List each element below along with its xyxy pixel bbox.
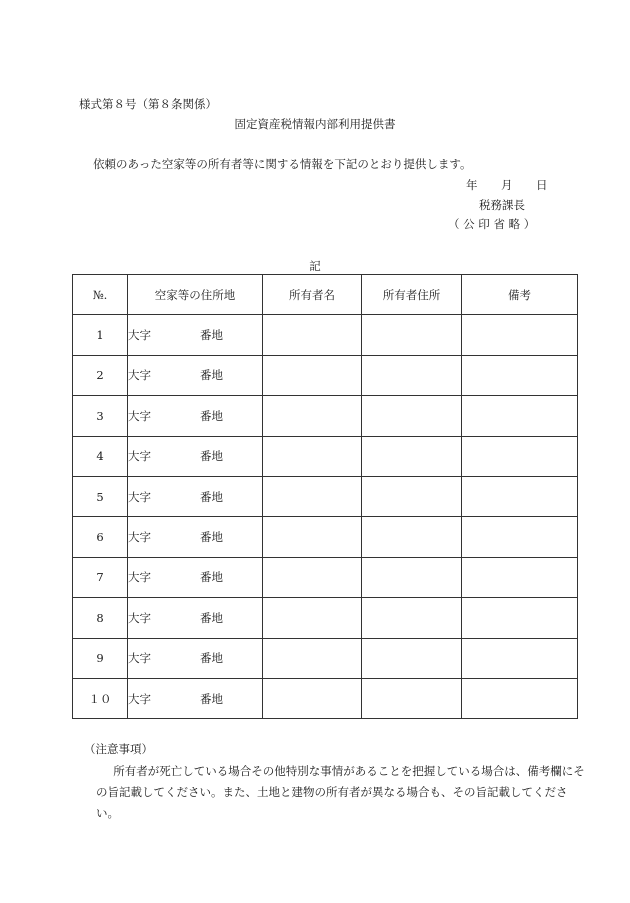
vacant-house-address-cell: [128, 638, 263, 678]
owner-name-cell[interactable]: [263, 678, 362, 718]
banchi-label: 番地: [200, 530, 223, 545]
intro-text: 依頼のあった空家等の所有者等に関する情報を下記のとおり提供します。: [93, 157, 472, 171]
owner-address-cell[interactable]: [362, 315, 462, 355]
oaza-label: 大字: [128, 489, 151, 504]
table-row: [73, 517, 578, 557]
oaza-label: 大字: [128, 691, 151, 706]
remarks-cell[interactable]: [462, 638, 578, 678]
vacant-house-address-cell: [128, 598, 263, 638]
owner-address-cell[interactable]: [362, 517, 462, 557]
ki-heading: 記: [309, 259, 321, 273]
row-number: 9: [73, 638, 128, 678]
banchi-label: 番地: [200, 368, 223, 383]
vacant-house-address-cell: [128, 355, 263, 395]
owner-name-cell[interactable]: [263, 396, 362, 436]
banchi-label: 番地: [200, 489, 223, 504]
owner-address-cell[interactable]: [362, 436, 462, 476]
owner-name-cell[interactable]: [263, 476, 362, 516]
row-number: １０: [73, 678, 128, 718]
vacant-house-address-cell: [128, 315, 263, 355]
table-row: [73, 396, 578, 436]
owner-address-cell[interactable]: [362, 476, 462, 516]
table-row: [73, 678, 578, 718]
table-row: [73, 598, 578, 638]
date-year-label: 年: [466, 178, 478, 192]
vacant-house-address-cell: [128, 557, 263, 597]
owner-name-cell[interactable]: [263, 557, 362, 597]
owner-address-cell[interactable]: [362, 557, 462, 597]
banchi-label: 番地: [200, 408, 223, 423]
banchi-label: 番地: [200, 328, 223, 343]
banchi-label: 番地: [200, 570, 223, 585]
oaza-label: 大字: [128, 449, 151, 464]
row-number: 8: [73, 598, 128, 638]
col-header-address: 空家等の住所地: [128, 275, 263, 315]
date-day-label: 日: [536, 178, 548, 192]
oaza-label: 大字: [128, 408, 151, 423]
banchi-label: 番地: [200, 449, 223, 464]
table-row: [73, 355, 578, 395]
notes-body: 所有者が死亡している場合その他特別な事情があることを把握している場合は、備考欄にその旨記載してください。また、土地と建物の所有者が異なる場合も、その旨記載してください。: [96, 764, 585, 820]
col-header-owner-address: 所有者住所: [362, 275, 462, 315]
remarks-cell[interactable]: [462, 678, 578, 718]
owner-name-cell[interactable]: [263, 517, 362, 557]
banchi-label: 番地: [200, 651, 223, 666]
vacant-house-address-cell: [128, 517, 263, 557]
owner-name-cell[interactable]: [263, 315, 362, 355]
notes-heading: （注意事項）: [84, 742, 153, 756]
remarks-cell[interactable]: [462, 517, 578, 557]
owner-address-cell[interactable]: [362, 678, 462, 718]
owner-name-cell[interactable]: [263, 355, 362, 395]
row-number: 6: [73, 517, 128, 557]
row-number: 3: [73, 396, 128, 436]
seal-omitted-note: （ 公 印 省 略 ）: [448, 217, 536, 231]
form-number: 様式第８号（第８条関係）: [79, 97, 217, 111]
banchi-label: 番地: [200, 610, 223, 625]
oaza-label: 大字: [128, 570, 151, 585]
oaza-label: 大字: [128, 651, 151, 666]
oaza-label: 大字: [128, 368, 151, 383]
table-row: [73, 315, 578, 355]
table-row: [73, 638, 578, 678]
banchi-label: 番地: [200, 691, 223, 706]
issuer-title: 税務課長: [479, 198, 525, 212]
remarks-cell[interactable]: [462, 396, 578, 436]
vacant-house-address-cell: [128, 396, 263, 436]
vacant-house-address-cell: [128, 476, 263, 516]
oaza-label: 大字: [128, 328, 151, 343]
remarks-cell[interactable]: [462, 355, 578, 395]
remarks-cell[interactable]: [462, 436, 578, 476]
col-header-owner-name: 所有者名: [263, 275, 362, 315]
table-header-row: [73, 275, 578, 315]
owner-name-cell[interactable]: [263, 598, 362, 638]
remarks-cell[interactable]: [462, 557, 578, 597]
owner-name-cell[interactable]: [263, 638, 362, 678]
info-table: [72, 274, 578, 719]
document-title: 固定資産税情報内部利用提供書: [234, 117, 396, 131]
remarks-cell[interactable]: [462, 598, 578, 638]
owner-name-cell[interactable]: [263, 436, 362, 476]
row-number: 4: [73, 436, 128, 476]
table-row: [73, 557, 578, 597]
row-number: 5: [73, 476, 128, 516]
col-header-remarks: 備考: [462, 275, 578, 315]
owner-address-cell[interactable]: [362, 396, 462, 436]
table-row: [73, 476, 578, 516]
row-number: 7: [73, 557, 128, 597]
row-number: 2: [73, 355, 128, 395]
owner-address-cell[interactable]: [362, 355, 462, 395]
oaza-label: 大字: [128, 610, 151, 625]
vacant-house-address-cell: [128, 678, 263, 718]
owner-address-cell[interactable]: [362, 598, 462, 638]
remarks-cell[interactable]: [462, 315, 578, 355]
oaza-label: 大字: [128, 530, 151, 545]
remarks-cell[interactable]: [462, 476, 578, 516]
date-month-label: 月: [501, 178, 513, 192]
col-header-no: №.: [73, 275, 128, 315]
table-row: [73, 436, 578, 476]
vacant-house-address-cell: [128, 436, 263, 476]
owner-address-cell[interactable]: [362, 638, 462, 678]
row-number: 1: [73, 315, 128, 355]
